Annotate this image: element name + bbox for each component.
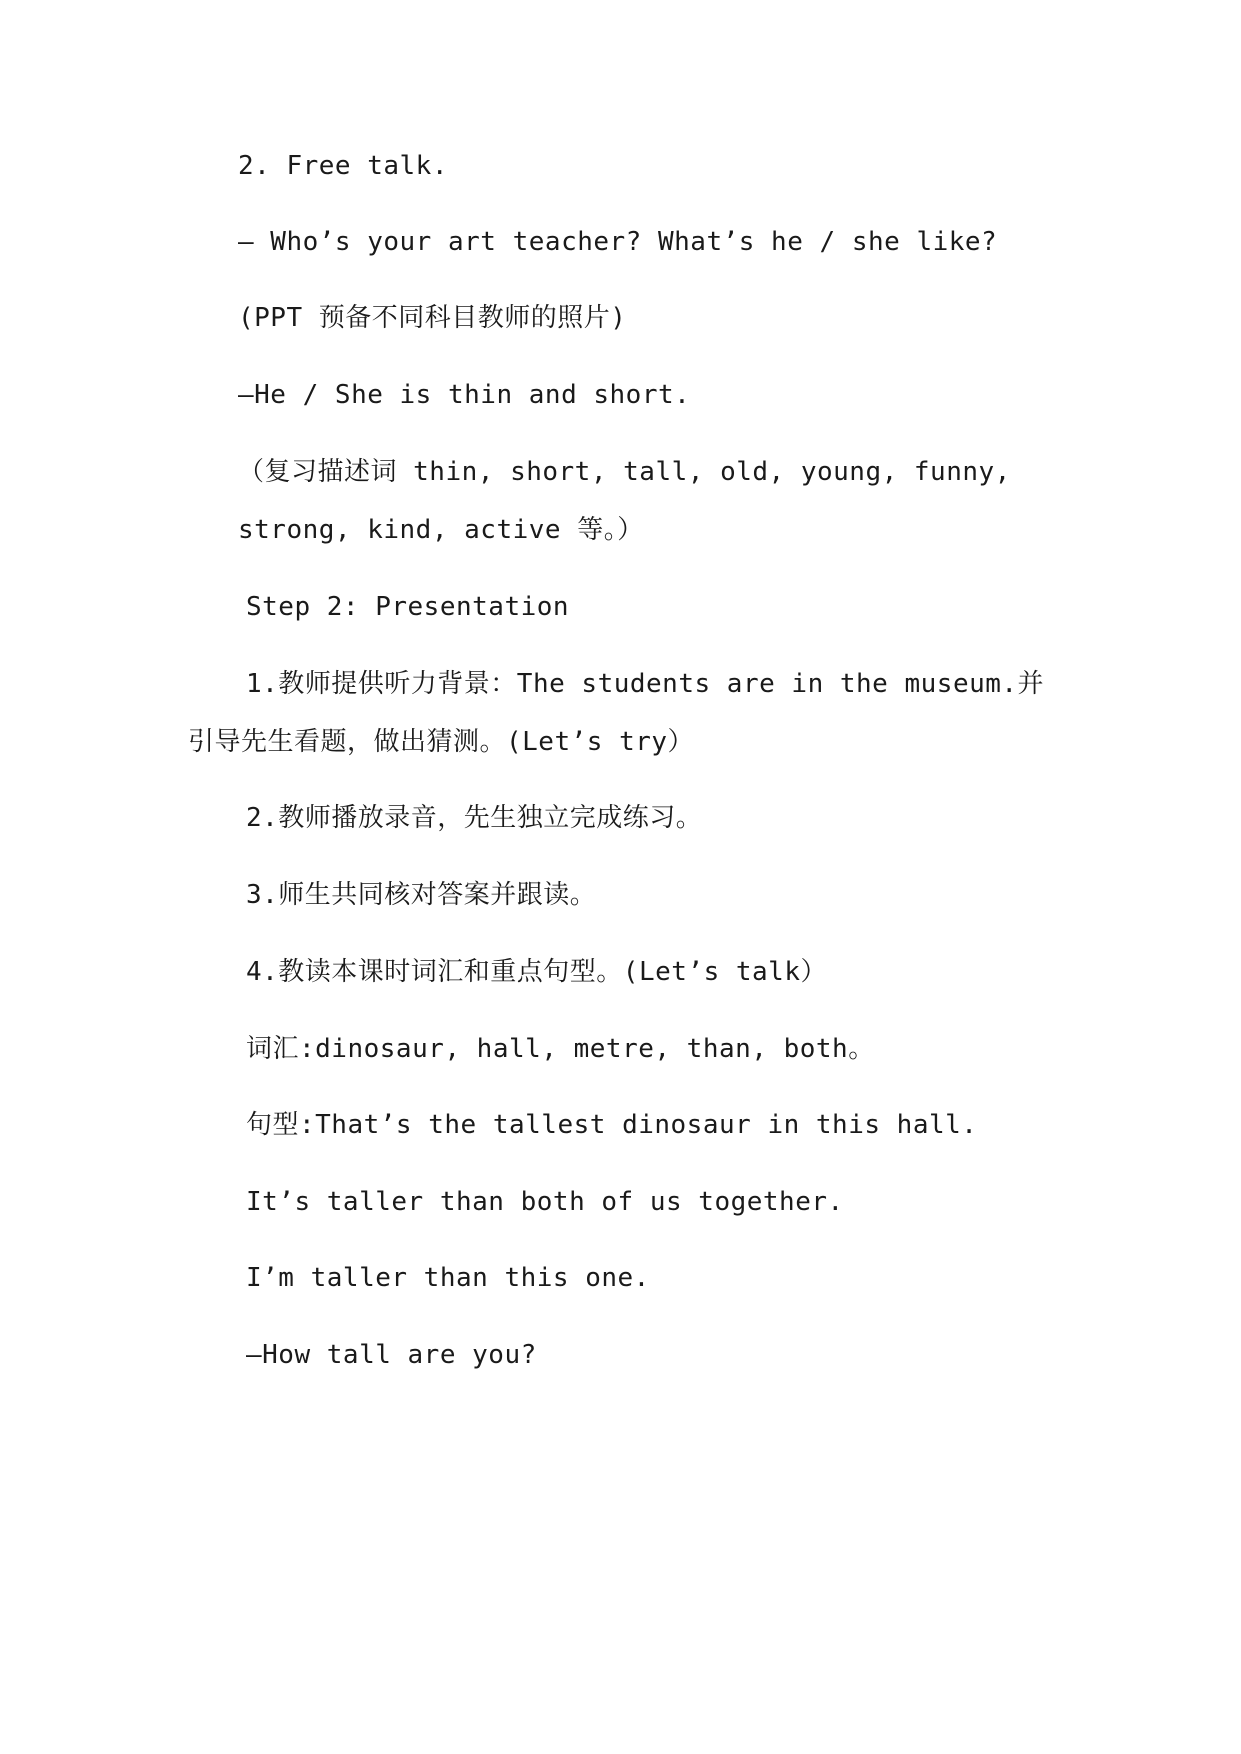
- line-vocabulary: 词汇:dinosaur, hall, metre, than, both。: [246, 1034, 875, 1064]
- line-item-3: 3.师生共同核对答案并跟读。: [246, 880, 597, 910]
- line-free-talk: 2. Free talk.: [238, 151, 448, 181]
- line-question-how-tall: —How tall are you?: [246, 1340, 537, 1370]
- line-sentence-3: I’m taller than this one.: [246, 1263, 650, 1293]
- line-item-1-cont: 引导先生看题，做出猜测。(Let’s try）: [188, 727, 695, 757]
- line-sentence-1: 句型:That’s the tallest dinosaur in this hall.: [246, 1110, 978, 1140]
- line-review-words-cont: strong, kind, active 等。）: [238, 515, 644, 545]
- line-sentence-2: It’s taller than both of us together.: [246, 1187, 844, 1217]
- line-item-2: 2.教师播放录音，先生独立完成练习。: [246, 803, 703, 833]
- line-step-2: Step 2: Presentation: [246, 592, 570, 622]
- line-answer: —He / She is thin and short.: [238, 380, 691, 410]
- line-question: — Who’s your art teacher? What’s he / she like?: [238, 227, 998, 257]
- line-ppt-note: (PPT 预备不同科目教师的照片): [238, 303, 627, 333]
- line-item-4: 4.教读本课时词汇和重点句型。(Let’s talk）: [246, 957, 827, 987]
- line-item-1: 1.教师提供听力背景：The students are in the museum.并: [246, 669, 1045, 699]
- line-review-words: （复习描述词 thin, short, tall, old, young, funny,: [238, 457, 1011, 487]
